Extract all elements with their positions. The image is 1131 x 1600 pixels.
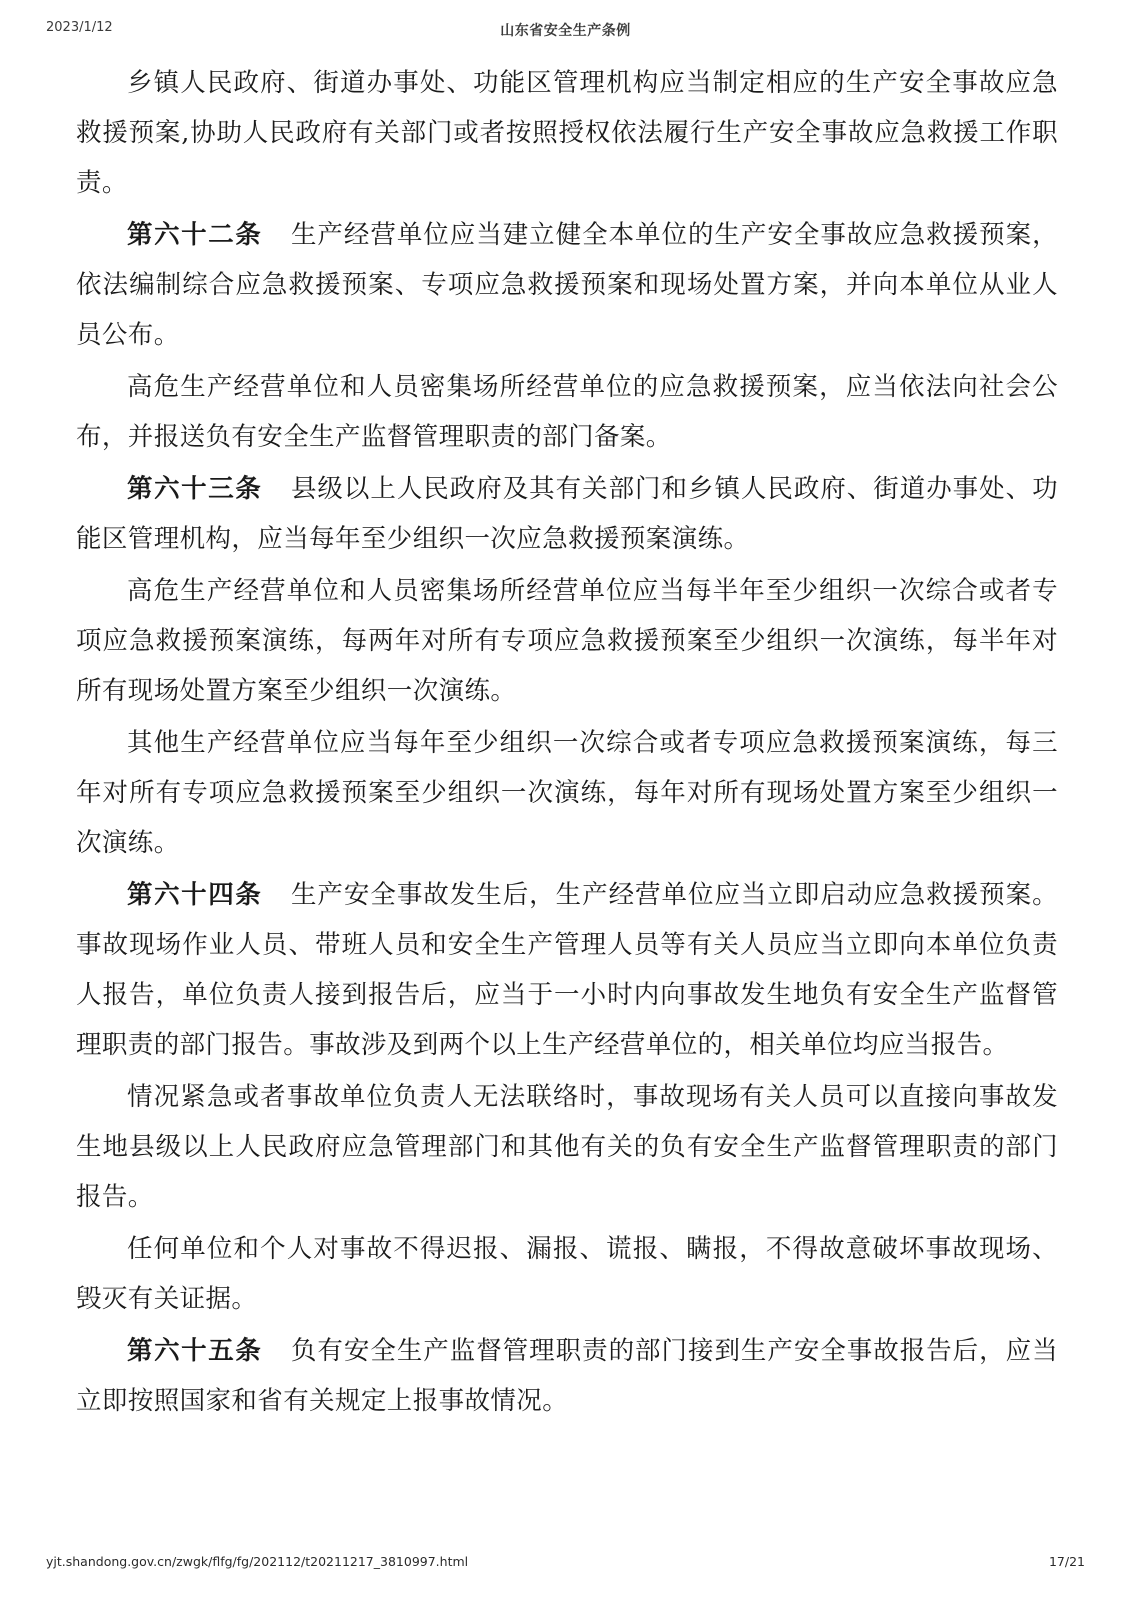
paragraph: [76, 362, 1058, 462]
article-number: 第六十四条: [127, 880, 263, 910]
article-number: 第六十二条: [127, 220, 263, 250]
paragraph-text: 任何单位和个人对事故不得迟报、漏报、谎报、瞒报，不得故意破坏事故现场、毁灭有关证据。: [76, 1234, 1058, 1314]
paragraph-text: 县级以上人民政府及其有关部门和乡镇人民政府、街道办事处、功能区管理机构，应当每年至少组织一次应急救援预案演练。: [76, 474, 1058, 554]
paragraph: [76, 870, 1058, 1070]
paragraph-text: 高危生产经营单位和人员密集场所经营单位应当每半年至少组织一次综合或者专项应急救援预案演练，每两年对所有专项应急救援预案至少组织一次演练，每半年对所有现场处置方案至少组织一次演练。: [76, 576, 1058, 706]
article-number: 第六十五条: [127, 1336, 263, 1366]
paragraph-text: 负有安全生产监督管理职责的部门接到生产安全事故报告后，应当立即按照国家和省有关规定上报事故情况。: [76, 1336, 1058, 1416]
paragraph-text: 情况紧急或者事故单位负责人无法联络时，事故现场有关人员可以直接向事故发生地县级以上人民政府应急管理部门和其他有关的负有安全生产监督管理职责的部门报告。: [76, 1082, 1058, 1212]
paragraph-text: 高危生产经营单位和人员密集场所经营单位的应急救援预案，应当依法向社会公布，并报送负有安全生产监督管理职责的部门备案。: [76, 372, 1058, 452]
paragraph: [76, 718, 1058, 868]
paragraph: [76, 58, 1058, 208]
footer-page-number: 17/21: [1048, 1554, 1085, 1569]
paragraph-text: 其他生产经营单位应当每年至少组织一次综合或者专项应急救援预案演练，每三年对所有专项应急救援预案至少组织一次演练，每年对所有现场处置方案至少组织一次演练。: [76, 728, 1058, 858]
paragraph: [76, 464, 1058, 564]
footer-source-url[interactable]: yjt.shandong.gov.cn/zwgk/flfg/fg/202112/t20211217_3810997.html: [46, 1554, 469, 1569]
paragraph: [76, 1326, 1058, 1426]
document-body: [76, 58, 1058, 1428]
paragraph: [76, 1224, 1058, 1324]
article-number: 第六十三条: [127, 474, 263, 504]
header-document-title: 山东省安全生产条例: [500, 23, 631, 39]
paragraph-text: 生产经营单位应当建立健全本单位的生产安全事故应急救援预案，依法编制综合应急救援预案、专项应急救援预案和现场处置方案，并向本单位从业人员公布。: [76, 220, 1058, 350]
paragraph: [76, 566, 1058, 716]
paragraph-text: 乡镇人民政府、街道办事处、功能区管理机构应当制定相应的生产安全事故应急救援预案,协助人民政府有关部门或者按照授权依法履行生产安全事故应急救援工作职责。: [76, 68, 1058, 198]
paragraph: [76, 1072, 1058, 1222]
page-header: [0, 20, 1131, 42]
paragraph-text: 生产安全事故发生后，生产经营单位应当立即启动应急救援预案。事故现场作业人员、带班人员和安全生产管理人员等有关人员应当立即向本单位负责人报告，单位负责人接到报告后，应当于一小时内向事故发生地负有安全生产监督管理职责的部门报告。事故涉及到两个以上生产经营单位的，相关单位均应当报告。: [76, 880, 1058, 1060]
paragraph: [76, 210, 1058, 360]
page-footer: [0, 1554, 1131, 1574]
header-date: 2023/1/12: [46, 20, 113, 35]
